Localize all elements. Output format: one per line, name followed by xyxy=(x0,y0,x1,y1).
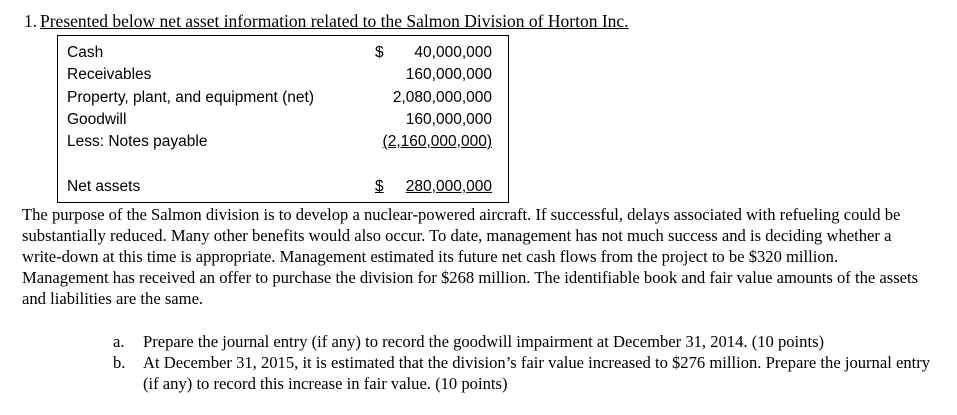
subquestion-letter: a. xyxy=(113,332,125,351)
row-value: 2,080,000,000 xyxy=(392,89,492,106)
subquestion-text: At December 31, 2015, it is estimated that the division’s fair value increased to $276 million. Prepare the journal entry (if any) to record this increase in fair value. (10 points) xyxy=(143,353,931,393)
row-label: Receivables xyxy=(67,66,152,83)
subquestion-text: Prepare the journal entry (if any) to record the goodwill impairment at December 31, 2014. (10 points) xyxy=(143,332,825,351)
row-value: 160,000,000 xyxy=(405,111,492,128)
question-heading xyxy=(24,10,629,32)
row-label: Less: Notes payable xyxy=(67,133,208,150)
total-label: Net assets xyxy=(67,178,141,195)
row-value: 40,000,000 xyxy=(414,44,492,61)
total-value: 280,000,000 xyxy=(405,178,492,195)
row-label: Goodwill xyxy=(67,111,127,128)
table-row-receivables xyxy=(67,64,492,86)
table-row-ppe xyxy=(67,87,492,109)
question-number: 1. xyxy=(24,11,38,31)
row-dollar-sign: $ xyxy=(375,44,384,61)
problem-description: The purpose of the Salmon division is to develop a nuclear-powered aircraft. If successful, delays associated with refueling could be substantially reduced. Many other benefits would also occur. To date, management has not much success and is deciding whether a write-down at this time is appropriate. Management estimated its future net cash flows from the project to be $320 million. Management has received an offer to purchase the division for $268 million. The identifiable book and fair value amounts of the assets and liabilities are the same. xyxy=(22,205,919,308)
row-value: (2,160,000,000) xyxy=(382,133,492,150)
row-label: Cash xyxy=(67,44,104,61)
table-row-cash xyxy=(67,42,492,64)
subquestion-letter: b. xyxy=(113,353,126,372)
question-text: Presented below net asset information related to the Salmon Division of Horton Inc. xyxy=(40,11,629,31)
total-dollar-sign: $ xyxy=(375,178,384,195)
net-asset-table xyxy=(57,35,509,203)
table-row-net-assets xyxy=(67,176,492,198)
row-label: Property, plant, and equipment (net) xyxy=(67,89,314,106)
row-value: 160,000,000 xyxy=(405,66,492,83)
table-row-notes-payable xyxy=(67,131,492,153)
table-row-goodwill xyxy=(67,109,492,131)
